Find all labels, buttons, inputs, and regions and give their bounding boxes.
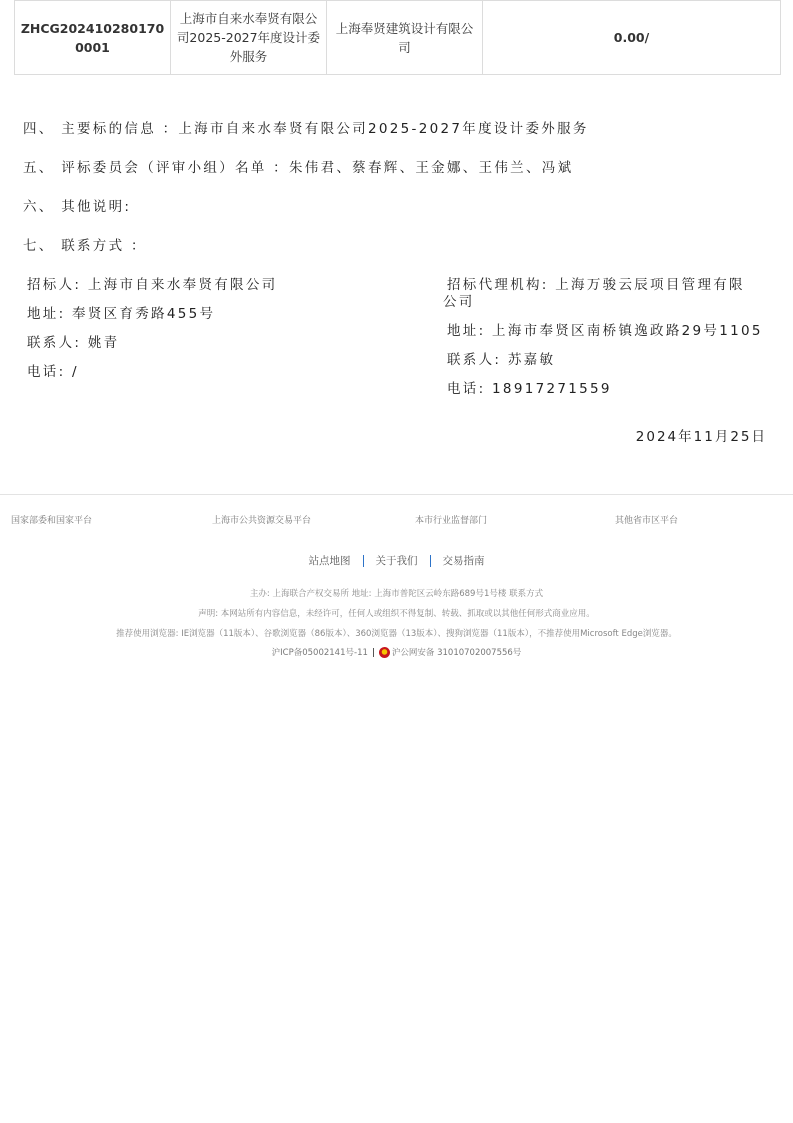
- tenderer-name: 招标人: 上海市自来水奉贤有限公司: [27, 277, 278, 293]
- tenderer-contact-person: 联系人: 姚青: [27, 335, 120, 351]
- police-badge-icon: [379, 647, 390, 658]
- footer-divider: [0, 494, 793, 495]
- footer-link-national[interactable]: 国家部委和国家平台: [11, 516, 93, 526]
- agency-contact: [443, 273, 783, 406]
- other-notes-heading: 六、 其他说明:: [23, 199, 132, 215]
- agency-contact-person: 联系人: 苏嘉敏: [447, 352, 556, 368]
- main-subject-info: 四、 主要标的信息 ：上海市自来水奉贤有限公司2025-2027年度设计委外服务: [23, 121, 589, 137]
- beian-separator: [373, 648, 374, 657]
- agency-phone: 电话: 18917271559: [447, 381, 612, 397]
- result-project-cell: 上海市自来水奉贤有限公司2025-2027年度设计委外服务: [171, 1, 327, 75]
- result-table: [14, 0, 781, 75]
- announcement-date: 2024年11月25日: [635, 429, 767, 445]
- contact-heading: 七、 联系方式 ：: [23, 238, 147, 254]
- result-winner-cell: 上海奉贤建筑设计有限公司: [327, 1, 483, 75]
- footer-nav-guide[interactable]: 交易指南: [442, 555, 485, 567]
- police-record[interactable]: 沪公网安备 31010702007556号: [391, 648, 522, 658]
- footer-nav-separator: [363, 555, 364, 567]
- tenderer-phone: 电话: /: [27, 364, 79, 380]
- tenderer-contact: [27, 273, 277, 389]
- footer-link-shanghai-platform[interactable]: 上海市公共资源交易平台: [212, 516, 312, 526]
- agency-name-continued: 公司: [443, 294, 475, 310]
- tenderer-address: 地址: 奉贤区育秀路455号: [27, 306, 216, 322]
- footer-link-regulators[interactable]: 本市行业监督部门: [415, 516, 488, 526]
- result-amount-cell: 0.00/: [483, 1, 781, 75]
- icp-license[interactable]: 沪ICP备05002141号-11: [271, 648, 368, 658]
- result-code-cell: ZHCG2024102801700001: [15, 1, 171, 75]
- footer-host-info: 主办: 上海联合产权交易所 地址: 上海市普陀区云岭东路689号1号楼 联系方式: [249, 589, 544, 599]
- footer-link-other-provinces[interactable]: 其他省市区平台: [615, 516, 679, 526]
- footer-nav-separator: [430, 555, 431, 567]
- footer-statement: 声明: 本网站所有内容信息，未经许可，任何人或组织不得复制、转载、抓取或以其他任何形式商业应用。: [198, 609, 595, 619]
- footer-nav: [0, 553, 793, 568]
- footer-nav-about[interactable]: 关于我们: [375, 555, 418, 567]
- table-row: [15, 1, 781, 75]
- agency-address: 地址: 上海市奉贤区南桥镇逸政路29号1105: [447, 323, 763, 339]
- committee-info: 五、 评标委员会（评审小组）名单 ：朱伟君、蔡春辉、王金娜、王伟兰、冯斌: [23, 160, 574, 176]
- footer-browser-recommendation: 推荐使用浏览器: IE浏览器（11版本）、谷歌浏览器（86版本）、360浏览器（13版本）、搜狗浏览器（11版本），不推荐使用Microsoft Edge浏览器。: [116, 629, 677, 639]
- footer-nav-sitemap[interactable]: 站点地图: [308, 555, 351, 567]
- agency-name: 招标代理机构: 上海万骏云辰项目管理有限: [447, 277, 745, 293]
- footer-beian: [0, 646, 793, 658]
